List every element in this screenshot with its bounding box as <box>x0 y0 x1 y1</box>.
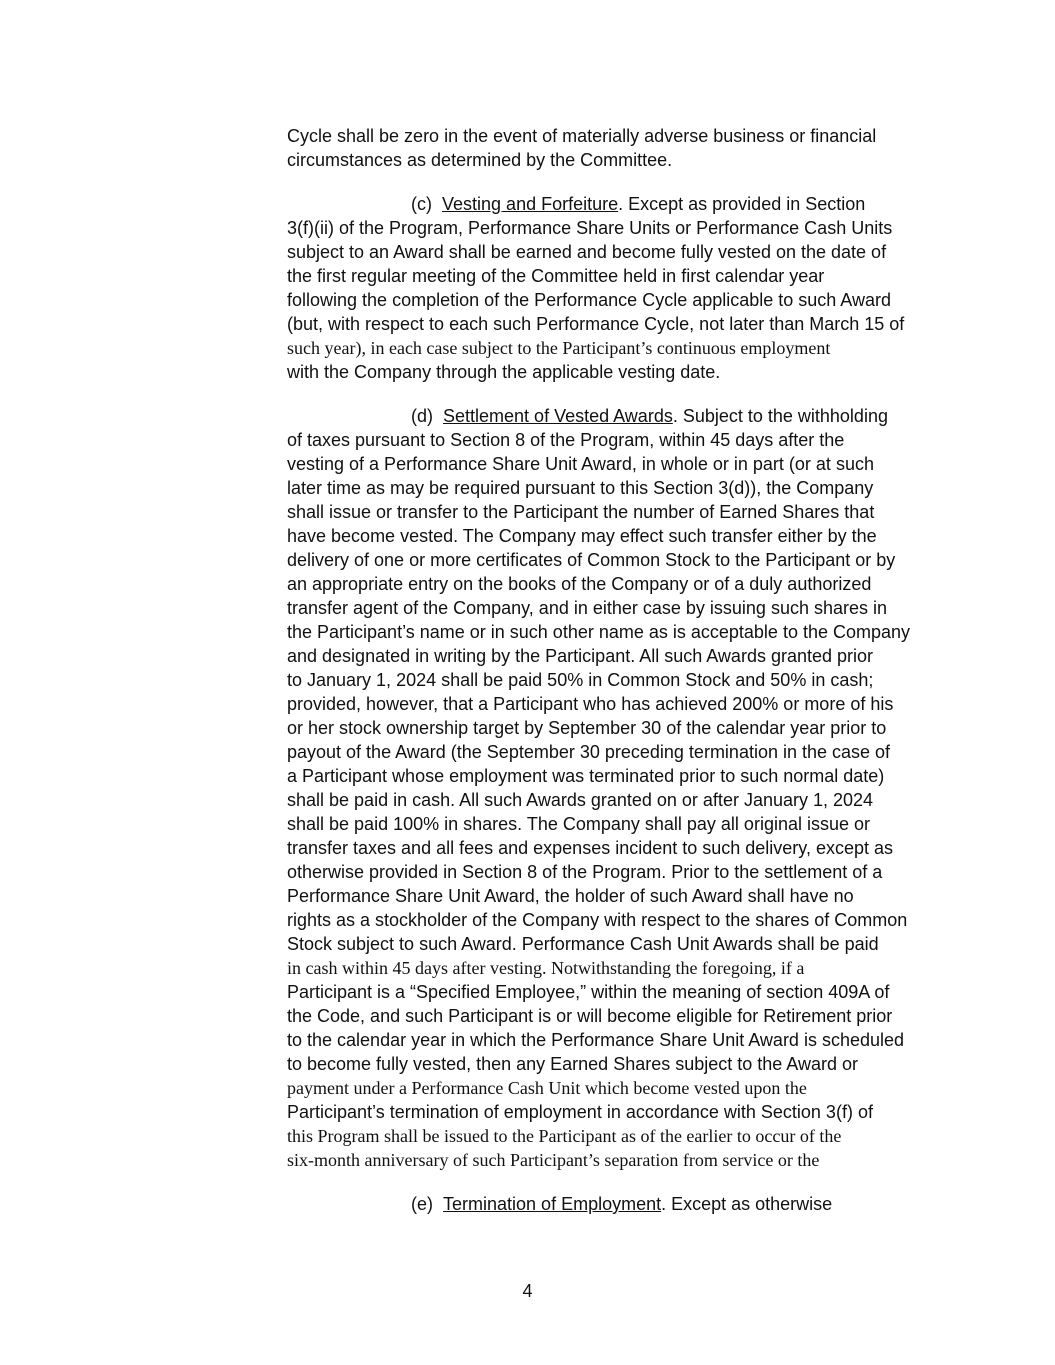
section-d-first-line-text: . Subject to the withholding <box>672 406 888 426</box>
text-line: the first regular meeting of the Committee held in first calendar year <box>287 266 825 286</box>
section-d-first-line <box>287 404 935 428</box>
section-e-paragraph <box>287 1192 935 1216</box>
section-d-marker: (d) <box>411 406 433 426</box>
text-line: this Program shall be issued to the Participant as of the earlier to occur of the <box>287 1126 842 1146</box>
section-d-heading: Settlement of Vested Awards <box>443 406 673 426</box>
text-line: in cash within 45 days after vesting. Notwithstanding the foregoing, if a <box>287 958 805 978</box>
text-line: following the completion of the Performance Cycle applicable to such Award <box>287 290 892 310</box>
text-line: the Participant’s name or in such other name as is acceptable to the Company <box>287 622 911 642</box>
text-line: shall issue or transfer to the Participant the number of Earned Shares that <box>287 502 875 522</box>
section-e-marker: (e) <box>411 1194 433 1214</box>
text-line: delivery of one or more certificates of Common Stock to the Participant or by <box>287 550 896 570</box>
text-line: subject to an Award shall be earned and become fully vested on the date of <box>287 242 887 262</box>
page-number: 4 <box>522 1281 533 1301</box>
text-line: the Code, and such Participant is or will become eligible for Retirement prior <box>287 1006 893 1026</box>
section-c-marker: (c) <box>411 194 432 214</box>
text-line: Participant is a “Specified Employee,” within the meaning of section 409A of <box>287 982 890 1002</box>
text-line: shall be paid 100% in shares. The Company shall pay all original issue or <box>287 814 870 834</box>
section-c-paragraph <box>287 192 935 384</box>
text-line: to the calendar year in which the Performance Share Unit Award is scheduled <box>287 1030 905 1050</box>
text-line: Participant’s termination of employment in accordance with Section 3(f) of <box>287 1102 873 1122</box>
text-line: such year), in each case subject to the Participant’s continuous employment <box>287 338 831 358</box>
text-line: later time as may be required pursuant to this Section 3(d)), the Company <box>287 478 874 498</box>
text-line: of taxes pursuant to Section 8 of the Program, within 45 days after the <box>287 430 845 450</box>
text-line: with the Company through the applicable vesting date. <box>287 362 721 382</box>
section-c-first-line <box>287 192 935 216</box>
text-line: a Participant whose employment was terminated prior to such normal date) <box>287 766 885 786</box>
continuation-paragraph <box>287 124 935 172</box>
text-line: rights as a stockholder of the Company with respect to the shares of Common <box>287 910 908 930</box>
section-e-first-line <box>287 1192 935 1216</box>
section-e-heading: Termination of Employment <box>443 1194 662 1214</box>
text-line: or her stock ownership target by September 30 of the calendar year prior to <box>287 718 887 738</box>
text-line: Stock subject to such Award. Performance Cash Unit Awards shall be paid <box>287 934 879 954</box>
section-c-first-line-text: . Except as provided in Section <box>618 194 866 214</box>
text-line: transfer agent of the Company, and in either case by issuing such shares in <box>287 598 888 618</box>
text-line: (but, with respect to each such Performance Cycle, not later than March 15 of <box>287 314 905 334</box>
text-line: vesting of a Performance Share Unit Award, in whole or in part (or at such <box>287 454 874 474</box>
text-line: payout of the Award (the September 30 preceding termination in the case of <box>287 742 891 762</box>
text-line: to January 1, 2024 shall be paid 50% in Common Stock and 50% in cash; <box>287 670 874 690</box>
text-line: to become fully vested, then any Earned Shares subject to the Award or <box>287 1054 859 1074</box>
text-line: shall be paid in cash. All such Awards granted on or after January 1, 2024 <box>287 790 874 810</box>
text-line: an appropriate entry on the books of the Company or of a duly authorized <box>287 574 872 594</box>
text-line: Performance Share Unit Award, the holder of such Award shall have no <box>287 886 854 906</box>
text-line: 3(f)(ii) of the Program, Performance Share Units or Performance Cash Units <box>287 218 893 238</box>
text-line: Cycle shall be zero in the event of materially adverse business or financial <box>287 126 877 146</box>
text-line: otherwise provided in Section 8 of the Program. Prior to the settlement of a <box>287 862 883 882</box>
document-body <box>287 124 935 1236</box>
text-line: transfer taxes and all fees and expenses incident to such delivery, except as <box>287 838 894 858</box>
text-line: circumstances as determined by the Committee. <box>287 150 673 170</box>
text-line: have become vested. The Company may effect such transfer either by the <box>287 526 877 546</box>
text-line: payment under a Performance Cash Unit which become vested upon the <box>287 1078 807 1098</box>
text-line: provided, however, that a Participant who has achieved 200% or more of his <box>287 694 894 714</box>
text-line: six-month anniversary of such Participant’s separation from service or the <box>287 1150 820 1170</box>
section-e-first-line-text: . Except as otherwise <box>661 1194 833 1214</box>
section-d-paragraph <box>287 404 935 1172</box>
section-c-heading: Vesting and Forfeiture <box>442 194 619 214</box>
text-line: and designated in writing by the Participant. All such Awards granted prior <box>287 646 874 666</box>
